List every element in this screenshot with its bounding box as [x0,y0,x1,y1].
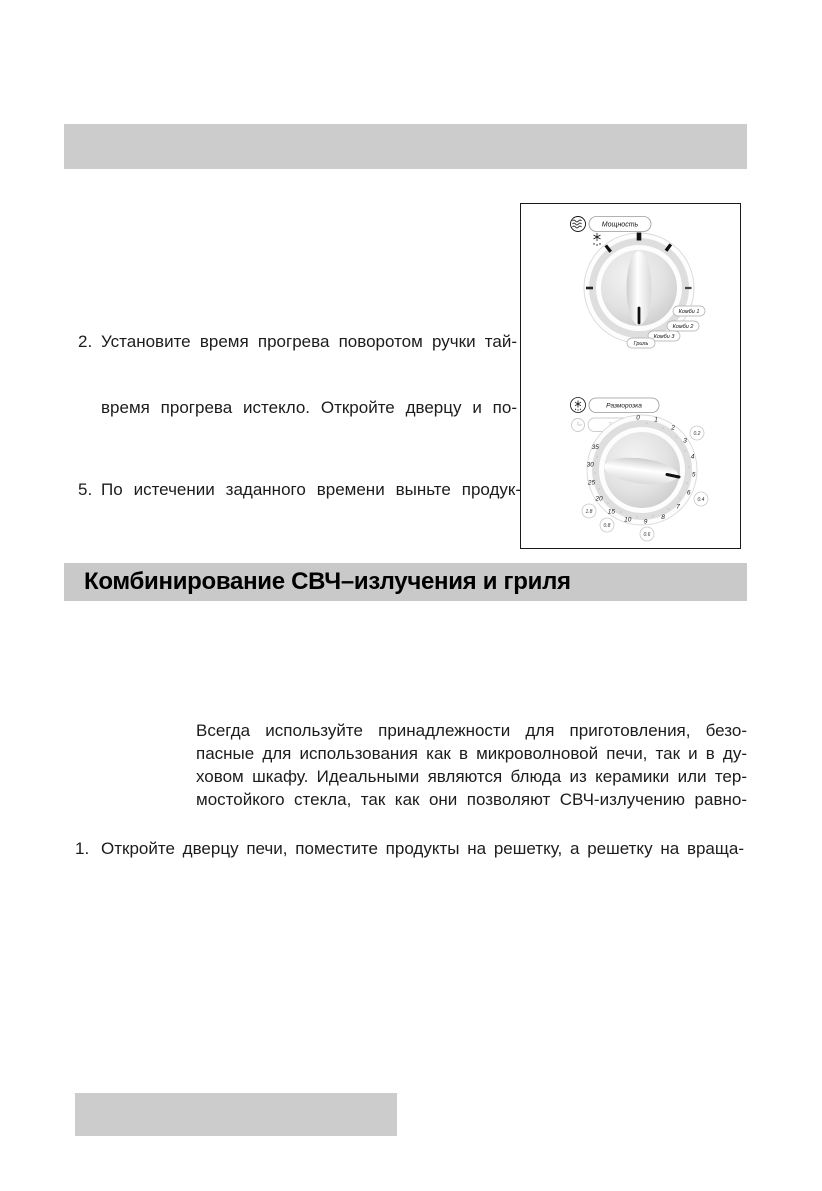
timer-weight-label: 0.6 [643,531,651,538]
svg-text:Комби 2: Комби 2 [672,324,694,331]
timer-minute-label: 7 [676,503,680,511]
step-text: Откройте дверцу печи, поместите продукты на решетку, а решетку на враща- [101,839,744,858]
timer-minute-label: 0 [636,414,640,422]
header-bar [64,124,747,169]
timer-minute-label: 6 [686,489,691,497]
dials-figure [521,204,740,547]
power-position-combi1 [673,306,705,316]
paragraph-line: ховом шкафу. Идеальными являются блюда из керамики или тер- [196,767,747,786]
timer-weight-label: 0.2 [693,430,701,437]
timer-minute-label: 4 [690,453,695,461]
step-text: По истечении заданного времени выньте продук- [101,480,521,499]
timer-icon [572,419,585,432]
timer-minute-label: 15 [607,508,616,516]
timer-minute-label: 25 [587,479,596,487]
step-text: время прогрева истекло. Откройте дверцу и по- [101,398,517,417]
timer-minute-label: 8 [661,514,665,522]
timer-minute-label: 10 [624,516,632,524]
power-tick-top [637,233,642,241]
timer-minute-label: 5 [691,471,696,479]
power-tick-right [685,287,692,289]
power-dial-label: Мощность [601,221,639,229]
section-heading-bar [64,563,747,601]
power-position-grill [627,338,655,348]
timer-minute-label: 20 [595,495,603,503]
timer-minute-label: 9 [643,518,648,526]
timer-minute-label: 1 [654,416,658,424]
timer-weight-label: 0.4 [697,496,705,503]
timer-minute-label: 2 [671,424,675,432]
defrost-icon [571,398,586,413]
paragraph-line: мостойкого стекла, так как они позволяют СВЧ-излучению равно- [196,790,747,809]
step-number: 2. [78,332,93,351]
timer-knob [587,415,697,525]
svg-text:Гриль: Гриль [633,341,649,348]
paragraph-line: Всегда используйте принадлежности для приготовления, безо- [196,721,747,740]
step-number: 5. [78,480,93,499]
footer-bar [75,1093,397,1136]
power-tick-left [586,287,593,290]
timer-weight-label: 1.8 [585,508,593,515]
power-position-combi2 [667,321,699,331]
paragraph-line: пасные для использования как в микроволновой печи, так и в ду- [196,744,747,763]
defrost-label: Разморозка [606,402,642,410]
svg-text:Комби 3: Комби 3 [653,334,675,341]
figure-frame [520,203,741,549]
svg-text:Комби 1: Комби 1 [678,309,700,316]
timer-minute-label: 30 [586,461,594,469]
section-heading: Комбинирование СВЧ–излучения и гриля [84,568,571,595]
power-icon [571,217,586,232]
defrost-symbol-icon [593,233,600,246]
timer-minute-label: 35 [591,443,599,451]
timer-weight-label: 0.8 [603,522,611,529]
step-text: Установите время прогрева поворотом ручки тай- [101,332,517,351]
step-number: 1. [75,839,90,858]
body-paragraph [196,719,747,811]
timer-minute-label: 3 [683,437,687,445]
